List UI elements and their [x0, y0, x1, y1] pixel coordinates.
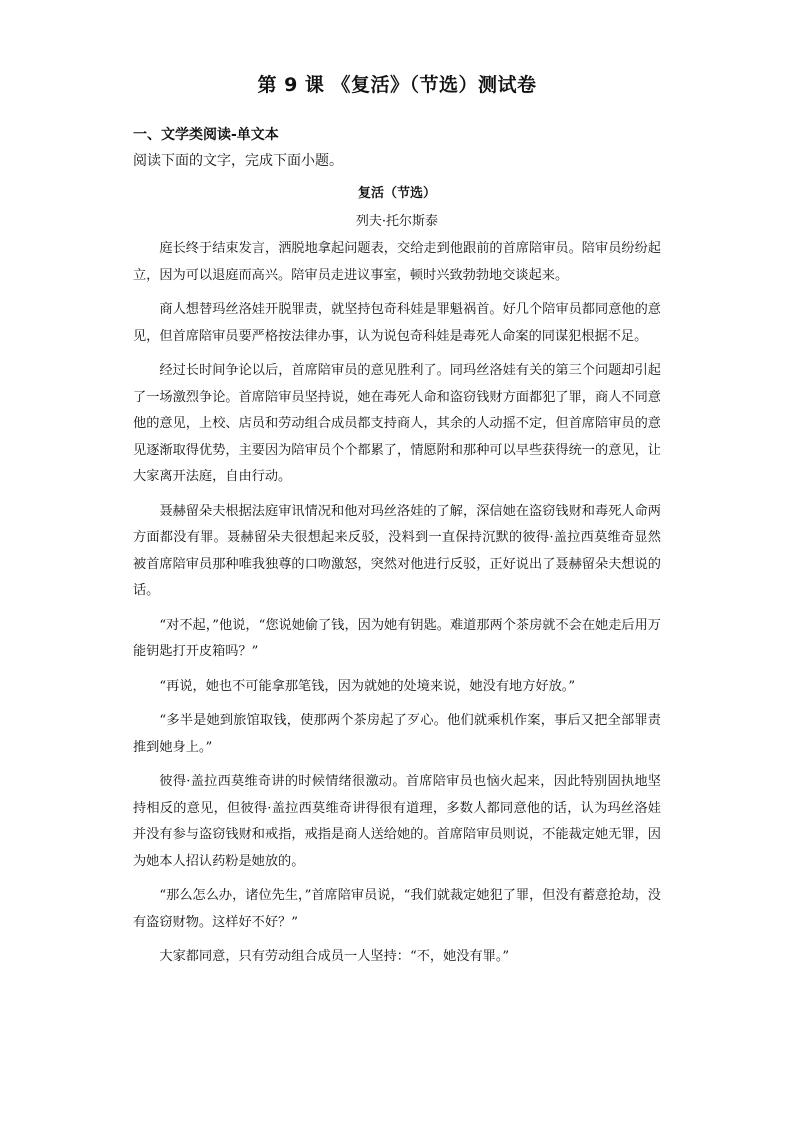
passage-body — [133, 236, 661, 979]
section-heading: 一、文学类阅读-单文本 — [133, 127, 279, 143]
paragraph: 大家都同意，只有劳动组合成员一人坚持：“不，她没有罪。” — [159, 949, 510, 964]
paragraph: 聂赫留朵夫根据法庭审讯情况和他对玛丝洛娃的了解，深信她在盗窃钱财和毒死人命两方面都没有罪。聂赫留朵夫很想起来反驳，没料到一直保持沉默的彼得·盖拉西莫维奇显然被首席陪审员那种唯我独尊的口吻激怒，突然对他进行反驳，正好说出了聂赫留朵夫想说的话。 — [133, 503, 661, 598]
instruction-text: 阅读下面的文字，完成下面小题。 — [133, 153, 343, 169]
passage-title: 复活（节选） — [357, 186, 436, 201]
document-title: 第 9 课 《复活》（节选）测试卷 — [257, 74, 537, 96]
paragraph: 庭长终于结束发言，洒脱地拿起问题表，交给走到他跟前的首席陪审员。陪审员纷纷起立，因为可以退庭而高兴。陪审员走进议事室，顿时兴致勃勃地交谈起来。 — [133, 241, 661, 283]
paragraph: 商人想替玛丝洛娃开脱罪责，就坚持包奇科娃是罪魁祸首。好几个陪审员都同意他的意见，但首席陪审员要严格按法律办事，认为说包奇科娃是毒死人命案的同谋犯根据不足。 — [133, 302, 661, 344]
paragraph: 经过长时间争论以后，首席陪审员的意见胜利了。同玛丝洛娃有关的第三个问题却引起了一场激烈争论。首席陪审员坚持说，她在毒死人命和盗窃钱财方面都犯了罪，商人不同意他的意见，上校、店员和劳动组合成员都支持商人，其余的人动摇不定，但首席陪审员的意见逐渐取得优势，主要因为陪审员个个都累了，情愿附和那种可以早些获得统一的意见，让大家离开法庭，自由行动。 — [133, 363, 661, 484]
paragraph: “那么怎么办，诸位先生，”首席陪审员说，“我们就裁定她犯了罪，但没有蓄意抢劫，没有盗窃财物。这样好不好？” — [133, 888, 661, 930]
paragraph: “再说，她也不可能拿那笔钱，因为就她的处境来说，她没有地方好放。” — [159, 678, 576, 694]
passage-author: 列夫·托尔斯泰 — [355, 214, 439, 229]
paragraph: “对不起，”他说，“您说她偷了钱，因为她有钥匙。难道那两个茶房就不会在她走后用万能钥匙打开皮箱吗？” — [133, 617, 661, 659]
paragraph: 彼得·盖拉西莫维奇讲的时候情绪很激动。首席陪审员也恼火起来，因此特别固执地坚持相反的意见，但彼得·盖拉西莫维奇讲得很有道理，多数人都同意他的话，认为玛丝洛娃并没有参与盗窃钱财和戒指，戒指是商人送给她的。首席陪审员则说，不能裁定她无罪，因为她本人招认药粉是她放的。 — [133, 774, 661, 869]
paragraph: “多半是她到旅馆取钱，使那两个茶房起了歹心。他们就乘机作案，事后又把全部罪责推到她身上。” — [133, 713, 661, 755]
